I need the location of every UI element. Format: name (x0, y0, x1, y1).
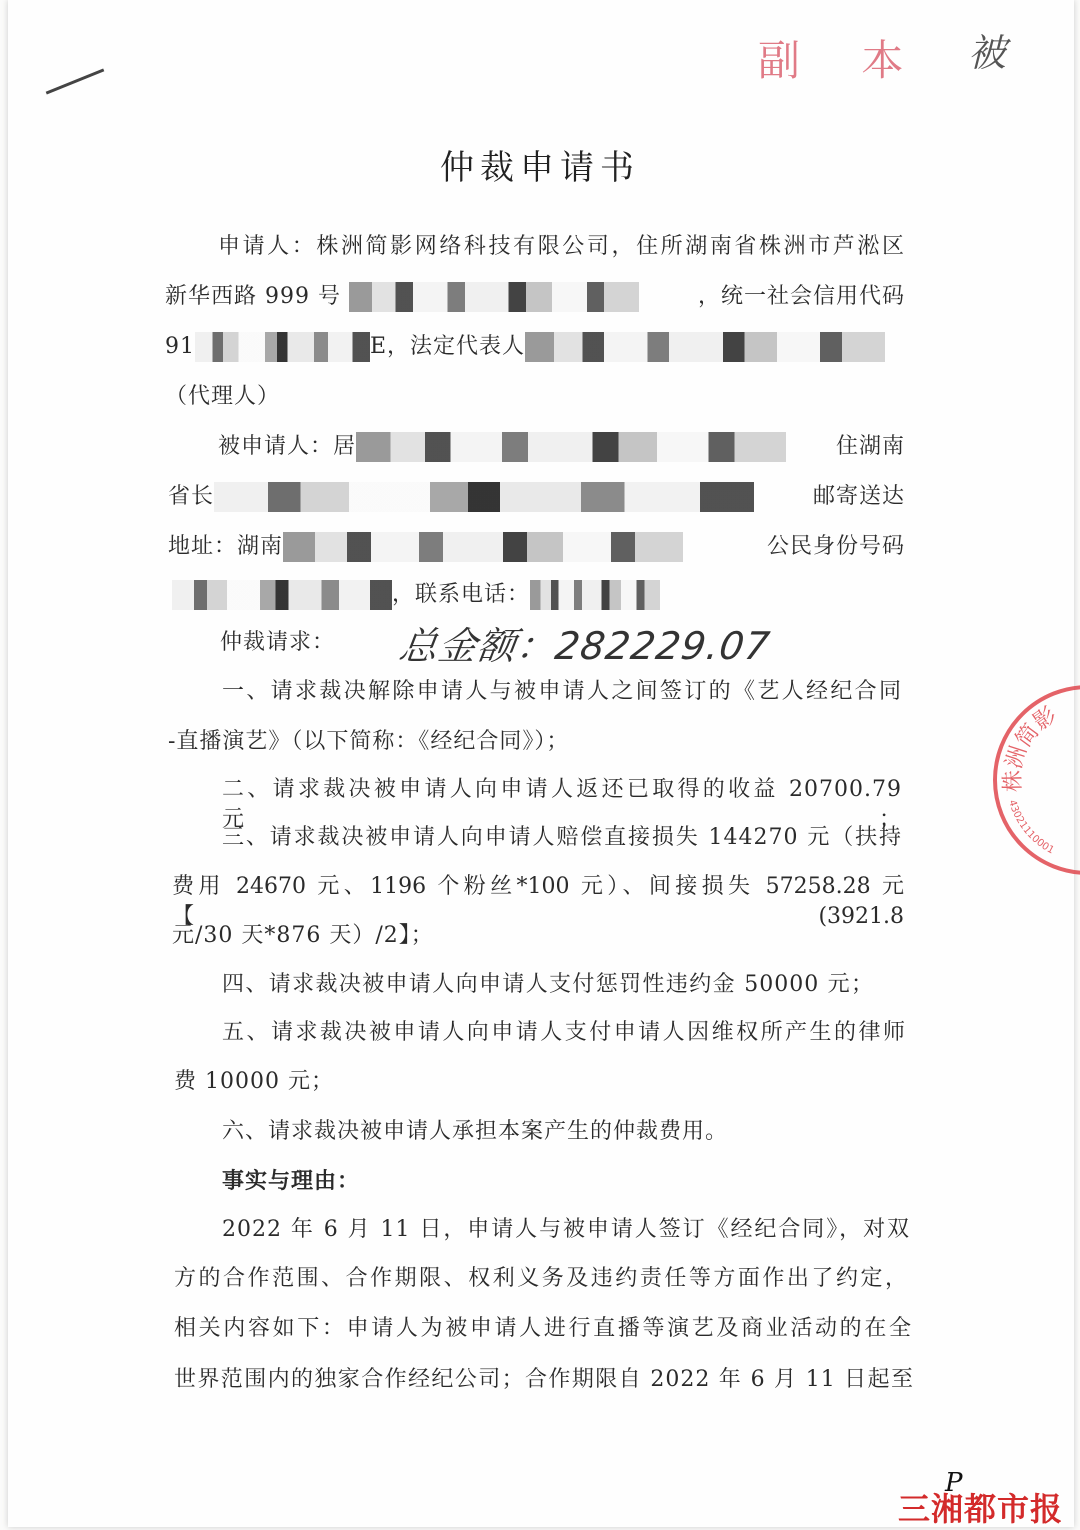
respondent-line-4 (172, 580, 660, 610)
text: 住湖南 (835, 434, 905, 459)
redacted (530, 580, 660, 610)
facts-line-2: 方的合作范围、合作期限、权利义务及违约责任等方面作出了约定， (174, 1266, 908, 1291)
respondent-line-1 (218, 432, 905, 462)
redacted (356, 432, 786, 462)
redacted (283, 532, 683, 562)
applicant-line-3 (165, 332, 910, 362)
facts-heading: 事实与理由： (222, 1168, 361, 1194)
text: 91 (165, 334, 195, 359)
redacted (195, 332, 370, 362)
respondent-line-2 (168, 482, 905, 512)
claim-3-line-3: 元/30 天*876 天）/2】； (172, 923, 434, 948)
copy-stamp: 副 本 (758, 36, 928, 85)
company-seal (988, 680, 1080, 880)
claim-1-line-2: -直播演艺》（以下简称：《经纪合同》）； (168, 729, 570, 754)
handwritten-mark: 被 (968, 31, 1007, 75)
seal-text: 株洲简影 (1000, 702, 1062, 793)
text: ，统一社会信用代码 (697, 284, 905, 309)
handwritten-total: 总金额：282229.07 (396, 624, 774, 668)
redacted (214, 482, 754, 512)
applicant-line-2 (165, 282, 905, 312)
facts-line-4: 世界范围内的独家合作经纪公司；合作期限自 2022 年 6 月 11 日起至 (174, 1367, 914, 1392)
claim-3-line-2: 费用 24670 元、1196 个粉丝*100 元）、间接损失 57258.28 元【(3921.8 (172, 874, 904, 929)
claim-4: 四、请求裁决被申请人向申请人支付惩罚性违约金 50000 元； (222, 972, 874, 997)
text: 邮寄送达 (812, 484, 905, 509)
document-title: 仲裁申请书 (440, 148, 640, 188)
facts-line-1: 2022 年 6 月 11 日，申请人与被申请人签订《经纪合同》，对双 (222, 1217, 910, 1242)
facts-line-3: 相关内容如下：申请人为被申请人进行直播等演艺及商业活动的在全 (174, 1316, 912, 1341)
respondent-line-3 (168, 532, 905, 562)
seal-number-wrap (1006, 799, 1056, 857)
text: ，联系电话： (392, 582, 531, 607)
seal-number: 43021110001 (1006, 798, 1056, 857)
claim-1-line-1: 一、请求裁决解除申请人与被申请人之间签订的《艺人经纪合同 (222, 679, 902, 704)
claim-5-line-1: 五、请求裁决被申请人向申请人支付申请人因维权所产生的律师 (222, 1020, 906, 1045)
claim-3-line-1: 三、请求裁决被申请人向申请人赔偿直接损失 144270 元（扶持 (222, 825, 902, 850)
text: 地址：湖南 (168, 534, 284, 559)
claims-heading: 仲裁请求： (220, 630, 336, 655)
signature: P (945, 1468, 963, 1498)
redacted (525, 332, 885, 362)
claim-6: 六、请求裁决被申请人承担本案产生的仲裁费用。 (222, 1119, 729, 1144)
text: 省长 (168, 484, 215, 509)
redacted (172, 580, 392, 610)
redacted (349, 282, 639, 312)
document-page (8, 0, 1074, 1527)
watermark-logo: 三湘都市报 (898, 1490, 1064, 1528)
claim-5-line-2: 费 10000 元； (174, 1069, 334, 1094)
text: 新华西路 999 号 (165, 284, 341, 309)
applicant-line-4: （代理人） (165, 384, 281, 409)
text: 公民身份号码 (766, 534, 905, 559)
seal-text-wrap (1001, 703, 1062, 793)
claim-2: 二、请求裁决被申请人向申请人返还已取得的收益 20700.79 元； (222, 777, 902, 832)
applicant-line-1: 申请人：株洲简影网络科技有限公司，住所湖南省株洲市芦淞区 (218, 234, 905, 259)
text: E，法定代表人 (370, 334, 526, 359)
text: 被申请人：居 (218, 434, 357, 459)
